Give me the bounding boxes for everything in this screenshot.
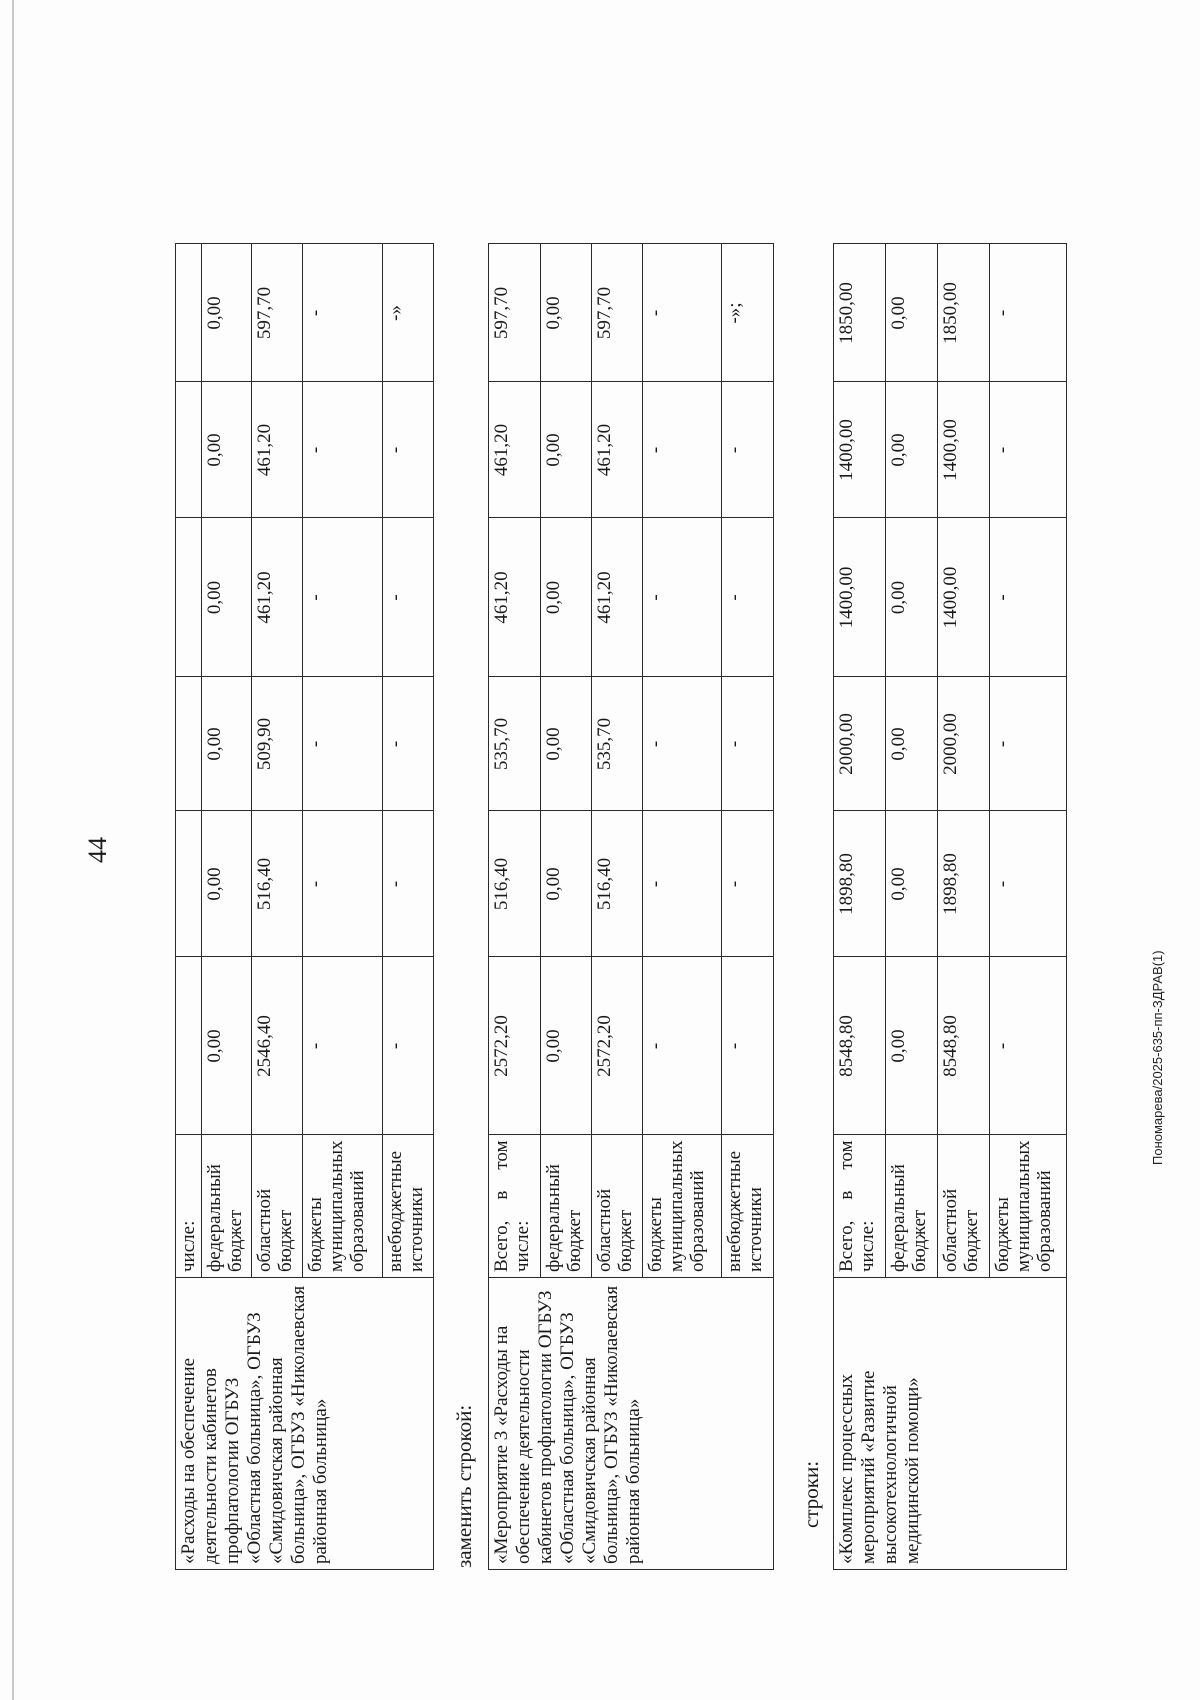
table1-value (176, 382, 202, 518)
table2-value: 597,70 (592, 244, 643, 382)
table1-value: - (383, 957, 434, 1135)
table2-name: «Мероприятие 3 «Расходы на обеспечение деятельности кабинетов профпатологии ОГБУЗ «Областная больница», ОГБУЗ «Смидовичская районная больница», ОГБУЗ «Николаевская районная больница» (489, 1278, 774, 1570)
table2-value: 597,70 (489, 244, 541, 382)
table2-value: - (722, 382, 774, 518)
table2-value: - (722, 811, 774, 957)
table2-value: - (722, 957, 774, 1135)
table1-value (176, 677, 202, 811)
table1-value: - (303, 677, 383, 811)
table3-value: 1400,00 (834, 518, 886, 677)
table3-value: - (990, 677, 1067, 811)
table2-value: - (643, 244, 722, 382)
table1-source: числе: (176, 1135, 202, 1278)
table1-value: 461,20 (252, 382, 303, 518)
table1-value (176, 957, 202, 1135)
table3-name: «Комплекс процессных мероприятий «Развитие высокотехнологичной медицинской помощи» (834, 1278, 1067, 1570)
table1-source: областной бюджет (252, 1135, 303, 1278)
table3-value: 0,00 (886, 382, 938, 518)
table3-value: - (990, 382, 1067, 518)
table1-value: - (383, 518, 434, 677)
table2-value: 516,40 (592, 811, 643, 957)
table1-value: 0,00 (202, 957, 252, 1135)
table2-value: 535,70 (592, 677, 643, 811)
budget-table-1 (175, 243, 434, 1570)
page-number: 44 (83, 837, 112, 863)
table1-value: 0,00 (202, 811, 252, 957)
table1-value: 509,90 (252, 677, 303, 811)
table2-value: 2572,20 (489, 957, 541, 1135)
table2-value: 2572,20 (592, 957, 643, 1135)
table1-name: «Расходы на обеспечение деятельности кабинетов профпатологии ОГБУЗ «Областная больница», ОГБУЗ «Смидовичская районная больница», ОГБУЗ «Николаевская районная больница» (176, 1278, 434, 1570)
table1-value: 597,70 (252, 244, 303, 382)
table3-value: 1850,00 (834, 244, 886, 382)
table1-value: - (303, 811, 383, 957)
table2-value: 0,00 (541, 518, 592, 677)
table2-source: бюджеты муниципальных образований (643, 1135, 722, 1278)
table3-value: 1400,00 (938, 382, 990, 518)
caption-rows: строки: (799, 1460, 823, 1528)
table3-value: 2000,00 (834, 677, 886, 811)
table1-value: 2546,40 (252, 957, 303, 1135)
table3-value: 1898,80 (834, 811, 886, 957)
table3-value: 1898,80 (938, 811, 990, 957)
table3-source: федеральный бюджет (886, 1135, 938, 1278)
table1-value (176, 244, 202, 382)
table3-source: Всего, в том числе: (834, 1135, 886, 1278)
table2-value: - (722, 518, 774, 677)
table1-value: 0,00 (202, 382, 252, 518)
table1-value: 0,00 (202, 677, 252, 811)
table3-value: 0,00 (886, 957, 938, 1135)
footer-document-code: Пономарева/2025-635-пп-ЗДРАВ(1) (1150, 950, 1165, 1165)
table2-value: 516,40 (489, 811, 541, 957)
budget-table-3 (833, 243, 1067, 1570)
table1-value: 516,40 (252, 811, 303, 957)
table2-value: - (722, 677, 774, 811)
table1-value: -» (383, 244, 434, 382)
table3-source: областной бюджет (938, 1135, 990, 1278)
table2-value: - (643, 811, 722, 957)
table2-value: 461,20 (489, 382, 541, 518)
table1-source: бюджеты муниципальных образований (303, 1135, 383, 1278)
table1-value: - (303, 382, 383, 518)
table1-value: - (303, 244, 383, 382)
table1-value: 0,00 (202, 518, 252, 677)
table2-value: - (643, 382, 722, 518)
table1-value (176, 518, 202, 677)
table1-value: 461,20 (252, 518, 303, 677)
table2-value: -»; (722, 244, 774, 382)
table3-value: 0,00 (886, 677, 938, 811)
table3-value: 1400,00 (938, 518, 990, 677)
table3-value: 2000,00 (938, 677, 990, 811)
table1-value: 0,00 (202, 244, 252, 382)
table3-value: 0,00 (886, 244, 938, 382)
table1-value: - (383, 811, 434, 957)
table2-value: 461,20 (592, 382, 643, 518)
table2-value: - (643, 957, 722, 1135)
budget-table-2 (488, 243, 774, 1570)
table1-value: - (303, 518, 383, 677)
table3-value: 0,00 (886, 518, 938, 677)
table2-source: федеральный бюджет (541, 1135, 592, 1278)
table3-value: 0,00 (886, 811, 938, 957)
table2-value: 0,00 (541, 957, 592, 1135)
table1-source: внебюджетные источники (383, 1135, 434, 1278)
table2-source: Всего, в том числе: (489, 1135, 541, 1278)
table3-source: бюджеты муниципальных образований (990, 1135, 1067, 1278)
table1-value: - (383, 677, 434, 811)
table2-source: внебюджетные источники (722, 1135, 774, 1278)
table2-value: - (643, 518, 722, 677)
table3-value: - (990, 957, 1067, 1135)
table3-value: 1850,00 (938, 244, 990, 382)
table1-value: - (303, 957, 383, 1135)
table3-value: - (990, 244, 1067, 382)
caption-replace: заменить строкой: (452, 1404, 476, 1568)
table2-value: 535,70 (489, 677, 541, 811)
table1-value (176, 811, 202, 957)
table3-value: 8548,80 (834, 957, 886, 1135)
table2-value: 0,00 (541, 244, 592, 382)
table2-value: 461,20 (592, 518, 643, 677)
table1-source: федеральный бюджет (202, 1135, 252, 1278)
table2-source: областной бюджет (592, 1135, 643, 1278)
table3-value: 8548,80 (938, 957, 990, 1135)
table3-value: - (990, 811, 1067, 957)
table1-value: - (383, 382, 434, 518)
table2-value: 461,20 (489, 518, 541, 677)
table3-value: - (990, 518, 1067, 677)
table2-value: - (643, 677, 722, 811)
table3-value: 1400,00 (834, 382, 886, 518)
table2-value: 0,00 (541, 811, 592, 957)
table2-value: 0,00 (541, 382, 592, 518)
table2-value: 0,00 (541, 677, 592, 811)
